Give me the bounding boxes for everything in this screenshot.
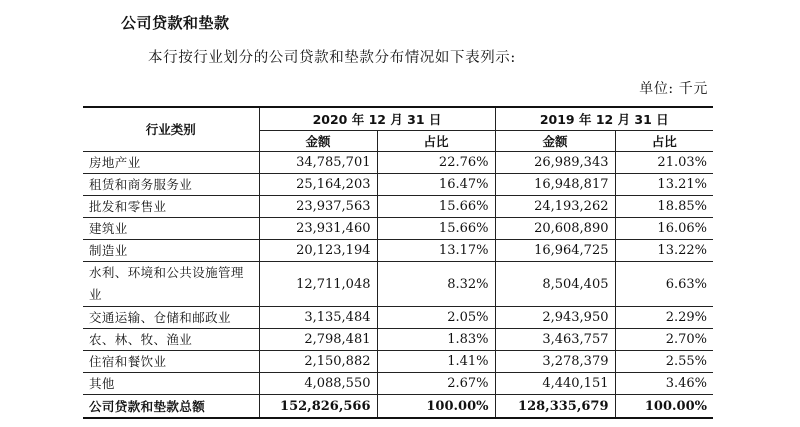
row-category: 水利、环境和公共设施管理业 <box>83 262 259 307</box>
amount-2019: 16,964,725 <box>495 240 615 262</box>
amount-header-2020: 金额 <box>259 131 377 152</box>
total-amount-2019: 128,335,679 <box>495 395 615 419</box>
share-2020: 13.17% <box>377 240 495 262</box>
share-2019: 13.21% <box>615 174 713 196</box>
row-category: 房地产业 <box>83 152 259 174</box>
amount-2020: 2,150,882 <box>259 351 377 373</box>
share-2020: 15.66% <box>377 196 495 218</box>
share-2020: 15.66% <box>377 218 495 240</box>
period-header-2020: 2020 年 12 月 31 日 <box>259 107 495 131</box>
amount-2020: 12,711,048 <box>259 262 377 307</box>
share-2020: 22.76% <box>377 152 495 174</box>
table-row <box>83 174 713 196</box>
row-category: 制造业 <box>83 240 259 262</box>
unit-label: 单位: 千元 <box>639 81 708 97</box>
amount-2020: 4,088,550 <box>259 373 377 395</box>
amount-header-2019: 金额 <box>495 131 615 152</box>
amount-2020: 23,937,563 <box>259 196 377 218</box>
amount-2019: 24,193,262 <box>495 196 615 218</box>
row-category: 租赁和商务服务业 <box>83 174 259 196</box>
category-column-header: 行业类别 <box>83 107 259 152</box>
total-amount-2020: 152,826,566 <box>259 395 377 419</box>
total-category: 公司贷款和垫款总额 <box>83 395 259 419</box>
amount-2020: 23,931,460 <box>259 218 377 240</box>
share-header-2019: 占比 <box>615 131 713 152</box>
period-header-2019: 2019 年 12 月 31 日 <box>495 107 713 131</box>
amount-2019: 2,943,950 <box>495 307 615 329</box>
row-category: 交通运输、仓储和邮政业 <box>83 307 259 329</box>
row-category: 建筑业 <box>83 218 259 240</box>
share-header-2020: 占比 <box>377 131 495 152</box>
share-2019: 2.29% <box>615 307 713 329</box>
amount-2019: 20,608,890 <box>495 218 615 240</box>
share-2019: 6.63% <box>615 262 713 307</box>
total-row <box>83 395 713 419</box>
share-2020: 2.05% <box>377 307 495 329</box>
share-2019: 3.46% <box>615 373 713 395</box>
amount-2020: 25,164,203 <box>259 174 377 196</box>
table-row <box>83 262 713 307</box>
amount-2019: 26,989,343 <box>495 152 615 174</box>
intro-paragraph: 本行按行业划分的公司贷款和垫款分布情况如下表列示: <box>148 50 516 66</box>
loan-distribution-table <box>83 106 713 419</box>
share-2019: 16.06% <box>615 218 713 240</box>
table-row <box>83 373 713 395</box>
row-category: 批发和零售业 <box>83 196 259 218</box>
share-2019: 21.03% <box>615 152 713 174</box>
amount-2020: 20,123,194 <box>259 240 377 262</box>
amount-2020: 34,785,701 <box>259 152 377 174</box>
amount-2019: 3,278,379 <box>495 351 615 373</box>
share-2020: 16.47% <box>377 174 495 196</box>
share-2019: 2.55% <box>615 351 713 373</box>
table-row <box>83 329 713 351</box>
share-2020: 2.67% <box>377 373 495 395</box>
table-row <box>83 218 713 240</box>
table-row <box>83 351 713 373</box>
share-2020: 1.83% <box>377 329 495 351</box>
amount-2020: 3,135,484 <box>259 307 377 329</box>
amount-2019: 16,948,817 <box>495 174 615 196</box>
share-2020: 8.32% <box>377 262 495 307</box>
row-category: 住宿和餐饮业 <box>83 351 259 373</box>
table-row <box>83 307 713 329</box>
share-2019: 2.70% <box>615 329 713 351</box>
section-heading: 公司贷款和垫款 <box>121 14 230 32</box>
amount-2019: 4,440,151 <box>495 373 615 395</box>
amount-2019: 8,504,405 <box>495 262 615 307</box>
total-share-2019: 100.00% <box>615 395 713 419</box>
table-row <box>83 152 713 174</box>
table-row <box>83 240 713 262</box>
row-category: 其他 <box>83 373 259 395</box>
share-2019: 18.85% <box>615 196 713 218</box>
total-share-2020: 100.00% <box>377 395 495 419</box>
row-category: 农、林、牧、渔业 <box>83 329 259 351</box>
share-2019: 13.22% <box>615 240 713 262</box>
amount-2020: 2,798,481 <box>259 329 377 351</box>
share-2020: 1.41% <box>377 351 495 373</box>
table-row <box>83 196 713 218</box>
amount-2019: 3,463,757 <box>495 329 615 351</box>
